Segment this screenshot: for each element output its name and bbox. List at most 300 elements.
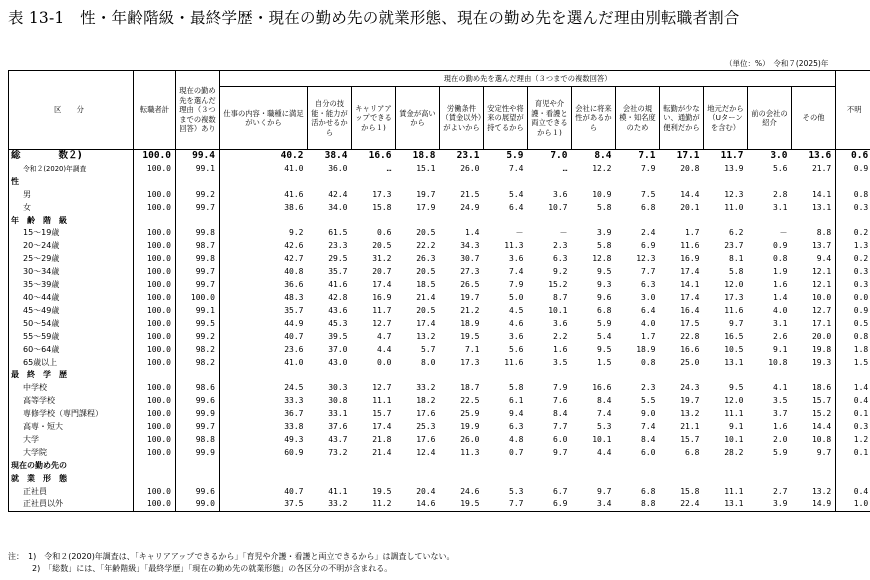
table-cell: 14.1 [680,280,700,290]
table-cell: 9.2 [553,267,568,277]
table-cell: 40.2 [220,150,308,163]
table-row [9,447,870,460]
table-row [9,240,870,253]
table-row [9,279,870,292]
table-row [9,344,870,357]
table-cell: 5.0 [509,292,524,302]
table-cell [220,460,308,473]
table-cell: 25.3 [416,422,436,432]
table-cell [572,215,616,228]
table-cell [792,215,836,228]
table-cell: 17.4 [372,422,392,432]
table-cell: 99.8 [176,227,220,240]
table-cell: 1.7 [641,331,656,341]
table-cell: 16.5 [724,331,744,341]
table-cell [748,215,792,228]
table-cell: 2.3 [553,241,568,251]
row-label: 65歳以上 [9,357,134,370]
table-cell: 3.6 [553,318,568,328]
table-cell: 6.4 [641,305,656,315]
table-cell: 1.6 [553,344,568,354]
table-cell: 0.1 [836,408,870,421]
table-cell: 10.7 [548,202,568,212]
table-cell: 98.6 [176,382,220,395]
table-cell: 11.3 [504,241,524,251]
table-cell: 0.0 [377,357,392,367]
table-cell: 41.0 [284,163,304,173]
table-cell: 20.4 [416,486,436,496]
table-cell: 20.5 [416,228,436,238]
table-cell: 4.1 [773,383,788,393]
table-cell: 6.4 [509,202,524,212]
table-cell: 10.0 [811,292,832,302]
header-total: 転職者計 [134,71,176,150]
table-cell: 29.5 [328,254,348,264]
table-cell: 0.7 [509,447,524,457]
table-cell: 3.6 [509,254,524,264]
table-cell: 17.4 [680,267,700,277]
table-cell: 3.6 [509,331,524,341]
table-cell: 8.4 [597,396,612,406]
table-cell: 13.9 [724,163,744,173]
table-cell: 20.1 [680,202,700,212]
table-cell: 11.7 [372,305,392,315]
table-cell [176,473,220,486]
table-cell: 8.7 [553,292,568,302]
row-label: 中学校 [9,382,134,395]
table-cell: 20.5 [416,267,436,277]
table-cell: 0.3 [836,202,870,215]
table-row [9,266,870,279]
table-cell [440,473,484,486]
table-cell: 10.1 [592,434,612,444]
table-cell: 23.1 [440,150,484,163]
table-cell: 100.0 [134,331,176,344]
table-cell: 15.2 [811,409,832,419]
table-cell [308,473,352,486]
table-cell: 100.0 [134,305,176,318]
table-cell: 8.1 [729,254,744,264]
table-cell [220,215,308,228]
table-cell: 24.6 [460,486,480,496]
table-cell [572,369,616,382]
table-row [9,202,870,215]
table-cell: 4.0 [641,318,656,328]
table-cell: 14.1 [811,189,832,199]
table-cell: 0.0 [836,292,870,305]
table-cell: 5.3 [509,486,524,496]
table-row [9,150,870,163]
table-cell: 17.9 [416,202,436,212]
table-cell [836,176,870,189]
row-label: 高専・短大 [9,421,134,434]
row-label: 年 齢 階 級 [9,215,134,228]
header-category: 区 分 [9,71,134,150]
table-cell: 1.6 [773,422,788,432]
header-reason-8: 会社の規模・知名度のため [616,87,660,150]
table-cell: 100.0 [176,292,220,305]
table-cell: 9.4 [816,254,832,264]
table-cell: 33.8 [284,422,304,432]
table-cell: 100.0 [134,266,176,279]
table-cell: 33.1 [328,409,348,419]
table-cell: 73.2 [328,447,348,457]
table-cell: 16.9 [680,254,700,264]
table-cell: 11.0 [724,202,744,212]
table-cell [352,176,396,189]
table-cell [134,460,176,473]
table-cell: 7.9 [553,383,568,393]
table-cell: 1.4 [836,382,870,395]
table-cell: 34.0 [328,202,348,212]
row-label: 就 業 形 態 [9,473,134,486]
table-cell: 9.5 [597,344,612,354]
row-label: 40～44歳 [9,292,134,305]
header-reason-12: その他 [792,87,836,150]
table-cell: 5.3 [597,422,612,432]
table-cell [396,460,440,473]
table-cell: 24.5 [284,383,304,393]
table-row [9,357,870,370]
table-cell: － [515,228,524,238]
table-cell: 7.1 [465,344,480,354]
header-reason-0: 仕事の内容・職種に満足がいくから [220,87,308,150]
footnote-2: 2) 「総数」には、「年齢階級」「最終学歴」「現在の勤め先の就業形態」の各区分の不明が含まれる。 [8,564,393,573]
table-cell [440,369,484,382]
table-cell: 7.4 [641,422,656,432]
table-cell: 0.8 [773,254,788,264]
table-cell: 100.0 [134,382,176,395]
table-cell: 5.8 [509,383,524,393]
table-cell: 22.8 [680,331,700,341]
table-cell [528,369,572,382]
table-cell [220,176,308,189]
table-cell [836,369,870,382]
row-label: 現在の勤め先の [9,460,134,473]
table-cell [396,473,440,486]
table-cell [396,215,440,228]
table-cell: 0.3 [836,266,870,279]
table-cell: 12.7 [811,305,832,315]
table-cell [792,460,836,473]
table-cell: 7.9 [641,163,656,173]
table-cell [176,176,220,189]
table-cell: 99.5 [176,318,220,331]
table-cell: 36.7 [284,409,304,419]
table-cell: 15.7 [372,409,392,419]
table-cell: 1.5 [836,357,870,370]
table-cell: 9.1 [773,344,788,354]
table-cell [528,473,572,486]
table-cell: 0.8 [641,357,656,367]
table-cell [616,473,660,486]
table-cell: 22.4 [660,498,704,511]
table-cell: 13.7 [811,241,832,251]
table-cell: 61.5 [328,228,348,238]
table-cell: 7.6 [553,396,568,406]
header-unknown: 不明 [836,71,870,150]
table-cell [484,460,528,473]
table-cell: 100.0 [134,357,176,370]
table-cell: 2.8 [773,189,788,199]
table-cell: 6.8 [641,202,656,212]
header-reason-7: 会社に将来性があるから [572,87,616,150]
table-cell: 13.6 [792,150,836,163]
table-cell: 5.8 [597,241,612,251]
table-cell: 11.1 [724,409,744,419]
table-cell: 20.5 [372,241,392,251]
table-row [9,498,870,511]
table-cell [396,369,440,382]
footnotes [8,551,455,575]
table-cell: 0.4 [836,395,870,408]
table-cell [484,473,528,486]
table-cell: 11.1 [724,486,744,496]
table-cell: 2.2 [553,331,568,341]
table-cell: 18.9 [636,344,656,354]
table-cell: 8.4 [641,434,656,444]
table-cell: 9.6 [597,292,612,302]
table-cell [660,460,704,473]
table-cell: 14.9 [792,498,836,511]
table-cell: 0.3 [836,421,870,434]
table-cell: 6.8 [685,447,700,457]
table-cell: 17.4 [372,280,392,290]
table-cell: 98.2 [176,357,220,370]
table-cell [616,460,660,473]
table-cell: 100.0 [134,253,176,266]
table-cell: 1.9 [773,267,788,277]
table-cell [220,473,308,486]
row-label: 60～64歳 [9,344,134,357]
row-label: 高等学校 [9,395,134,408]
table-cell: 0.2 [836,227,870,240]
row-label: 15～19歳 [9,227,134,240]
table-cell [440,460,484,473]
table-cell: 100.0 [134,292,176,305]
table-row [9,408,870,421]
table-cell: 100.0 [134,408,176,421]
table-cell [176,460,220,473]
table-cell: 43.7 [328,434,348,444]
table-cell: 36.0 [328,163,348,173]
table-cell: 19.7 [460,292,480,302]
group-row [9,473,870,486]
table-cell: 0.9 [773,241,788,251]
table-cell: 2.3 [641,383,656,393]
table-cell: 42.8 [328,292,348,302]
table-cell: 9.5 [729,383,744,393]
row-label: 55～59歳 [9,331,134,344]
table-cell: 20.8 [680,163,700,173]
table-cell: 18.9 [460,318,480,328]
table-cell: 3.4 [572,498,616,511]
table-cell: 7.0 [528,150,572,163]
table-cell: 17.5 [680,318,700,328]
table-cell: 9.4 [509,409,524,419]
table-cell [134,215,176,228]
table-cell: 6.8 [641,486,656,496]
table-cell: 3.9 [748,498,792,511]
table-cell: 99.2 [176,331,220,344]
row-label: 正社員以外 [9,498,134,511]
table-cell: 12.7 [372,318,392,328]
table-cell: 12.4 [416,447,436,457]
table-cell: 22.2 [416,241,436,251]
table-cell: 17.4 [680,292,700,302]
table-cell: 3.0 [748,150,792,163]
table-cell: 33.3 [284,396,304,406]
table-cell: 16.6 [592,383,612,393]
table-cell [792,176,836,189]
table-cell: 0.3 [836,279,870,292]
table-cell: 7.1 [616,150,660,163]
table-cell: 35.7 [284,305,304,315]
table-cell: 9.1 [729,422,744,432]
table-cell: 0.2 [836,253,870,266]
table-cell: 1.0 [836,498,870,511]
header-reason-group: 現在の勤め先を選んだ理由（３つまでの複数回答） [220,71,836,87]
table-cell: 7.7 [553,422,568,432]
table-cell: 3.5 [553,357,568,367]
table-cell: 40.7 [284,331,304,341]
table-cell: 24.9 [460,202,480,212]
table-cell: 43.6 [328,305,348,315]
table-cell: 6.7 [553,486,568,496]
table-cell: 11.6 [680,241,700,251]
table-cell [836,460,870,473]
table-cell: 9.7 [729,318,744,328]
table-cell: 4.4 [377,344,392,354]
table-cell: 100.0 [134,434,176,447]
table-cell: 49.3 [284,434,304,444]
table-cell: 4.0 [773,305,788,315]
group-row [9,176,870,189]
table-cell: 21.1 [680,422,700,432]
table-cell: 100.0 [134,150,176,163]
table-cell [352,460,396,473]
table-cell: 37.0 [328,344,348,354]
table-cell: 25.9 [460,409,480,419]
table-cell: 26.3 [416,254,436,264]
table-cell: 100.0 [134,227,176,240]
table-cell [748,460,792,473]
row-label: 45～49歳 [9,305,134,318]
table-cell: 20.7 [372,267,392,277]
table-cell: 10.8 [811,434,832,444]
table-cell [836,215,870,228]
table-cell [704,460,748,473]
table-cell: 12.3 [724,189,744,199]
table-cell: 45.3 [328,318,348,328]
header-reason-9: 転勤が少ない、通勤が便利だから [660,87,704,150]
table-cell: 5.9 [484,150,528,163]
table-cell: 42.4 [328,189,348,199]
table-cell [660,369,704,382]
table-cell: 21.2 [460,305,480,315]
table-row [9,318,870,331]
table-cell: 16.9 [372,292,392,302]
table-cell: 100.0 [134,189,176,202]
row-label: 性 [9,176,134,189]
table-cell [440,215,484,228]
table-cell: 7.7 [641,267,656,277]
table-cell: 5.6 [509,344,524,354]
table-cell: 11.6 [504,357,524,367]
table-cell: 99.7 [176,279,220,292]
table-cell: 26.5 [460,280,480,290]
row-label: 20～24歳 [9,240,134,253]
table-cell: 3.7 [773,409,788,419]
header-reason-11: 前の会社の紹介 [748,87,792,150]
table-cell: 5.8 [729,267,744,277]
table-cell [616,369,660,382]
table-cell: 12.3 [636,254,656,264]
table-cell: 7.5 [641,189,656,199]
row-label: 最 終 学 歴 [9,369,134,382]
table-cell: 28.2 [724,447,744,457]
table-row [9,331,870,344]
table-cell: 6.8 [597,305,612,315]
table-cell: 41.6 [284,189,304,199]
header-reason-6: 育児や介護・看護と両立できるから１) [528,87,572,150]
table-cell: 99.6 [176,486,220,499]
table-cell: 19.5 [440,498,484,511]
table-cell: 6.0 [641,447,656,457]
table-cell: 17.6 [416,434,436,444]
table-cell: 14.4 [811,422,832,432]
table-cell: 12.0 [724,280,744,290]
table-cell: 19.3 [811,357,832,367]
row-label: 25～29歳 [9,253,134,266]
table-cell: 2.7 [773,486,788,496]
table-cell: 33.2 [416,383,436,393]
table-cell: 1.4 [773,292,788,302]
table-cell: 9.2 [289,228,304,238]
row-label: 正社員 [9,486,134,499]
table-cell: 19.5 [372,486,392,496]
table-cell: 21.4 [372,447,392,457]
table-cell [352,215,396,228]
table-cell [134,473,176,486]
table-cell: 100.0 [134,344,176,357]
table-cell: 24.3 [680,383,700,393]
table-cell: 9.7 [553,447,568,457]
header-reason-5: 安定性や将来の展望が持てるから [484,87,528,150]
table-cell: 6.9 [528,498,572,511]
table-cell: 3.6 [553,189,568,199]
table-cell [572,473,616,486]
table-cell: 23.3 [328,241,348,251]
table-cell: 23.7 [724,241,744,251]
table-cell: 99.7 [176,266,220,279]
table-cell: 3.9 [597,228,612,238]
table-cell: 98.2 [176,344,220,357]
table-cell: 98.7 [176,240,220,253]
table-body [9,150,870,512]
table-cell: 33.2 [308,498,352,511]
table-cell: 18.2 [416,396,436,406]
table-cell: 100.0 [134,318,176,331]
table-cell: … [386,163,392,173]
table-cell: 6.3 [553,254,568,264]
table-cell [440,176,484,189]
table-cell: 99.9 [176,447,220,460]
table-cell: 19.5 [460,331,480,341]
table-cell: － [559,228,568,238]
table-cell: 15.8 [372,202,392,212]
table-cell: 8.8 [616,498,660,511]
